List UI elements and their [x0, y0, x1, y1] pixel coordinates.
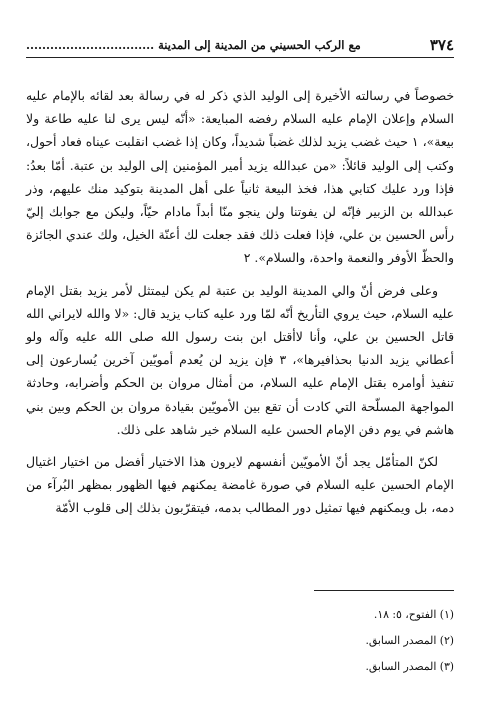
main-text [26, 84, 454, 529]
page-number: ٣٧٤ [429, 36, 454, 54]
footnote-1: (١) الفتوح، ٥: ١٨. [373, 608, 454, 621]
paragraph-3: لكنّ المتأمّل يجد أنّ الأمويّين أنفسهم لايرون هذا الاختيار أفضل من اختيار اغتيال الإمام الحسين عليه السلام في صورة غامضة يمكنهم فيها الظهور بمظهر البُرآء من دمه، بل ويمكنهم فيها تمثيل دور المطالب بدمه، فيتقرّبون بذلك إلى قلوب الأمّة [26, 454, 454, 516]
footnotes [26, 602, 454, 680]
running-header [26, 34, 454, 56]
footnote-3: (٣) المصدر السابق. [365, 660, 454, 673]
header-divider [26, 57, 454, 58]
footnote-2: (٢) المصدر السابق. [365, 634, 454, 647]
paragraph-2: وعلى فرض أنّ والي المدينة الوليد بن عتبة لم يكن ليمتثل لأمر يزيد بقتل الإمام عليه السلام، حيث يروي التأريخ أنّه لمّا ورد عليه كتاب يزيد قال: «لا والله لايراني الله قاتل الحسين بن علي، وأنا لاأقتل ابن بنت رسول الله صلى الله عليه وآله ولو أعطاني يزيد الدنيا بحذافيرها»، ٣ فإن يزيد لن يُعدم أمويّين آخرين يُسارعون إلى تنفيذ أوامره بقتل الإمام عليه السلام، من أمثال مروان بن الحكم وأضرابه، وحادثة المواجهة المسلّحة التي كادت أن تقع بين الأمويّين بقيادة مروان بن الحكم وبين بني هاشم في يوم دفن الإمام الحسن عليه السلام خير شاهد على ذلك. [26, 282, 454, 437]
paragraph-1: خصوصاً في رسالته الأخيرة إلى الوليد الذي ذكر له في رسالة بعد لقائه بالإمام عليه السلام وإعلان الإمام عليه السلام رفضه المبايعة: «أنّه ليس يرى لنا عليه طاعة ولا بيعة»، ١ حيث غضب يزيد لذلك غضباً شديداً، وكان إذا غضب انقلبت عيناه فعاد أحول، وكتب إلى الوليد قائلاً: «من عبدالله يزيد أمير المؤمنين إلى الوليد بن عتبة. أمّا بعدُ: فإذا ورد عليك كتابي هذا، فخذ البيعة ثانياً على أهل المدينة بتوكيد منك عليهم، وذر عبدالله بن الزبير فإنّه لن يفوتنا ولن ينجو منّا أبداً مادام حيّاً، وليكن مع جوابك إليّ رأس الحسين بن علي، فإذا فعلت ذلك فقد جعلت لك أعنّة الخيل، ولك عندي الجائزة والحظّ الأوفر والنعمة واحدة، والسلام». ٢ [26, 88, 454, 266]
running-title: مع الركب الحسيني من المدينة إلى المدينة ................................ [26, 38, 361, 52]
footnote-divider [314, 590, 454, 591]
